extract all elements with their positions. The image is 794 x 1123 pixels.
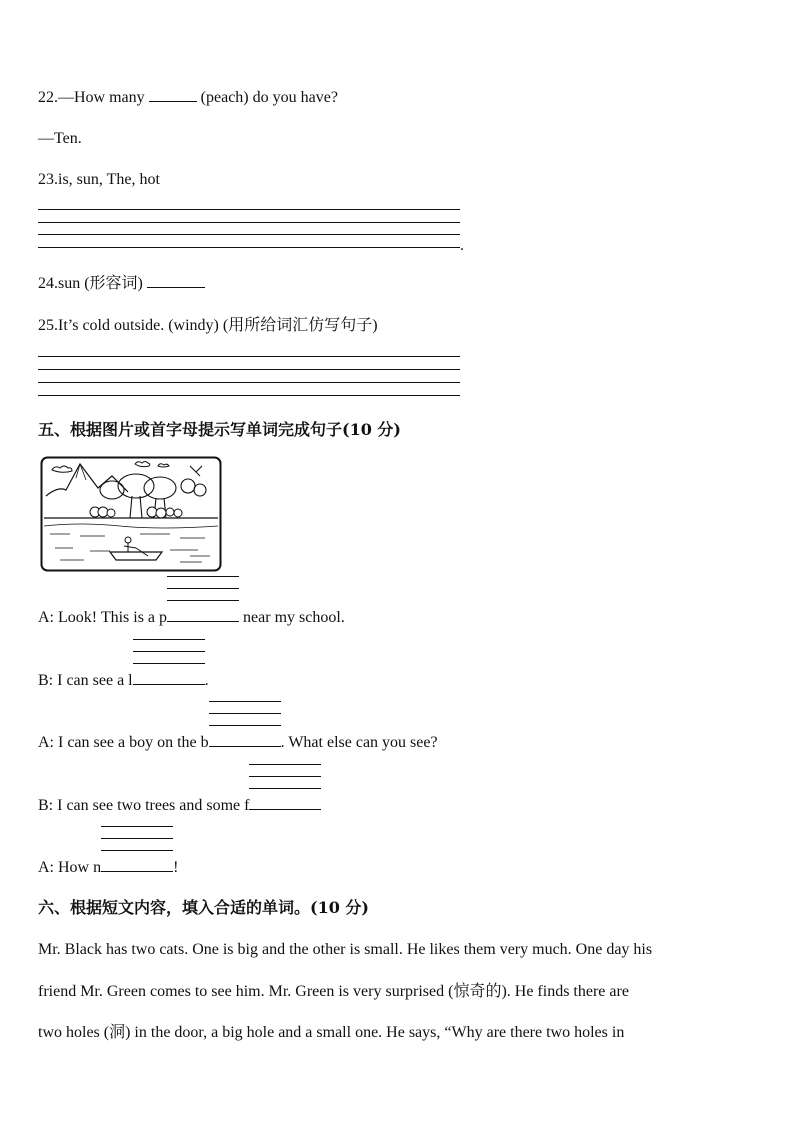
section5-line-1-after: near my school. xyxy=(239,609,345,626)
q24-line xyxy=(38,274,205,294)
section5-blank-5[interactable] xyxy=(101,857,173,878)
section6-paragraph-line-1: Mr. Black has two cats. One is big and the other is small. He likes them very much. One day his xyxy=(38,941,653,958)
q22-answer: —Ten. xyxy=(38,130,82,147)
section5-line-2-before: B: I can see a l xyxy=(38,672,133,689)
section5-line-4-before: B: I can see two trees and some f xyxy=(38,797,250,814)
q24-prompt: 24.sun (形容词) xyxy=(38,275,147,292)
q23-end-mark: . xyxy=(460,237,464,254)
q25-answer-line-2[interactable] xyxy=(38,369,460,370)
section5-line-2-after: . xyxy=(204,672,209,689)
q22-suffix: (peach) do you have? xyxy=(196,89,338,106)
section5-line-5-before: A: How n xyxy=(38,859,102,876)
q25-prompt: 25.It’s cold outside. (windy) (用所给词汇仿写句子) xyxy=(38,317,378,334)
q23-answer-line-3[interactable] xyxy=(38,234,460,235)
q23-answer-line-4[interactable] xyxy=(38,247,460,248)
q24-blank[interactable] xyxy=(147,287,205,288)
section6-paragraph-line-3: two holes (洞) in the door, a big hole and a small one. He says, “Why are there two holes in xyxy=(38,1024,625,1041)
section5-line-5-after: ! xyxy=(173,859,179,876)
q23-prompt: 23.is, sun, The, hot xyxy=(38,171,160,188)
section6-heading: 六、根据短文内容，填入合适的单词。(10 分) xyxy=(38,898,369,917)
section5-heading: 五、根据图片或首字母提示写单词完成句子(10 分) xyxy=(38,420,401,439)
section5-blank-3[interactable] xyxy=(209,732,281,753)
section5-line-2 xyxy=(38,670,209,691)
section5-line-4 xyxy=(38,795,321,816)
q22-blank[interactable] xyxy=(149,101,197,102)
q23-answer-line-2[interactable] xyxy=(38,222,460,223)
section5-line-3 xyxy=(38,732,438,753)
q23-answer-line-1[interactable] xyxy=(38,209,460,210)
section5-blank-2[interactable] xyxy=(133,670,205,691)
section5-line-3-before: A: I can see a boy on the b xyxy=(38,734,209,751)
q25-answer-line-3[interactable] xyxy=(38,382,460,383)
section5-blank-1[interactable] xyxy=(167,607,239,628)
section5-blank-4[interactable] xyxy=(249,795,321,816)
park-lake-illustration xyxy=(40,456,222,572)
section5-line-1 xyxy=(38,607,345,628)
q25-answer-line-4[interactable] xyxy=(38,395,460,396)
section6-paragraph-line-2: friend Mr. Green comes to see him. Mr. Green is very surprised (惊奇的). He finds there are xyxy=(38,983,629,1000)
q25-answer-line-1[interactable] xyxy=(38,356,460,357)
q22-line1 xyxy=(38,88,338,108)
section5-line-5 xyxy=(38,857,178,878)
q22-prefix: 22.—How many xyxy=(38,89,149,106)
section5-line-1-before: A: Look! This is a p xyxy=(38,609,168,626)
section5-line-3-after: . What else can you see? xyxy=(280,734,438,751)
